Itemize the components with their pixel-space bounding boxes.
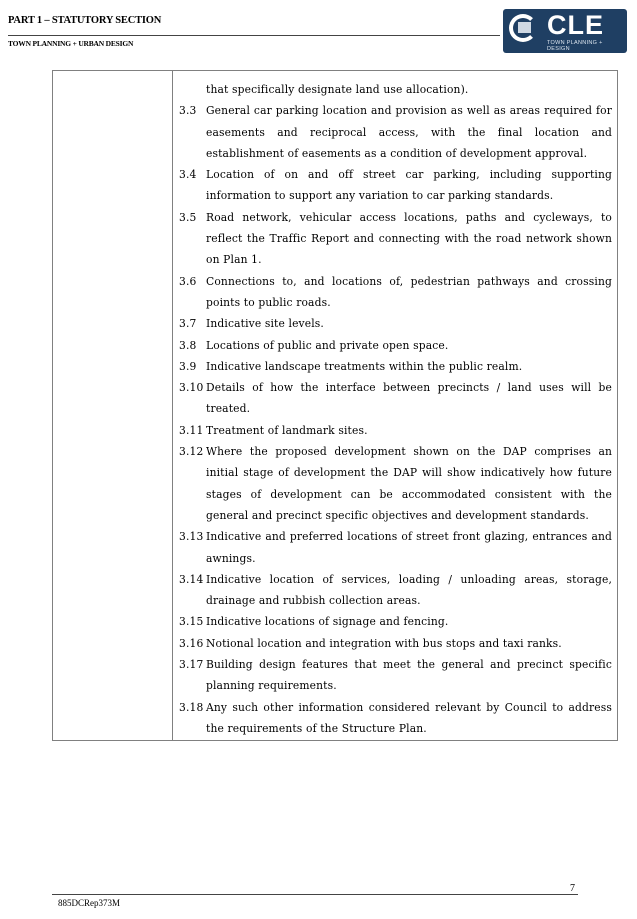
item-number: 3.14 (179, 572, 204, 586)
item-text: Indicative landscape treatments within the public realm. (206, 359, 523, 373)
item-number: 3.13 (179, 530, 204, 544)
item-number: 3.17 (179, 658, 204, 672)
list-item (179, 633, 612, 654)
list-item (179, 164, 612, 207)
item-text: Any such other information considered relevant by Council to address the requirements of the Structure Plan. (206, 700, 612, 735)
list-item (179, 377, 612, 420)
item-number: 3.8 (179, 338, 197, 352)
item-text: General car parking location and provision as well as areas required for easements and reciprocal access, with the final location and establishment of easements as a condition of development approval. (206, 104, 612, 160)
list-item (179, 697, 612, 740)
footer-rule (52, 894, 578, 895)
list-item (179, 335, 612, 356)
document-reference: 885DCRep373M (58, 898, 121, 908)
list-item (179, 420, 612, 441)
requirements-list (179, 79, 612, 739)
item-text: Connections to, and locations of, pedestrian pathways and crossing points to public roads. (206, 274, 612, 309)
item-text: Treatment of landmark sites. (206, 423, 368, 437)
item-number: 3.5 (179, 210, 197, 224)
item-text: Where the proposed development shown on the DAP comprises an initial stage of development the DAP will show indicatively how future stages of development can be accommodated consistent with the general and precinct specific objectives and development standards. (206, 445, 612, 522)
item-number: 3.18 (179, 700, 204, 714)
item-number: 3.4 (179, 168, 197, 182)
list-item (179, 526, 612, 569)
item-number: 3.6 (179, 274, 197, 288)
item-text: Indicative site levels. (206, 317, 324, 331)
section-subtitle: TOWN PLANNING + URBAN DESIGN (8, 39, 134, 48)
cle-logo (503, 9, 627, 53)
item-text: Road network, vehicular access locations, paths and cycleways, to reflect the Traffic Report and connecting with the road network shown on Plan 1. (206, 210, 612, 267)
section-title: PART 1 – STATUTORY SECTION (8, 15, 162, 26)
item-number: 3.15 (179, 615, 204, 629)
list-item (179, 271, 612, 314)
logo-text: CLE (547, 10, 604, 40)
item-number: 3.12 (179, 445, 204, 459)
item-text: Notional location and integration with bus stops and taxi ranks. (206, 636, 562, 650)
item-number: 3.3 (179, 104, 197, 118)
item-text: Building design features that meet the general and precinct specific planning requirements. (206, 658, 612, 693)
item-text: Locations of public and private open space. (206, 338, 449, 352)
item-number: 3.10 (179, 381, 204, 395)
item-number: 3.9 (179, 359, 197, 373)
continuation-text: that specifically designate land use allocation). (206, 83, 469, 96)
list-item (179, 611, 612, 632)
item-number: 3.16 (179, 636, 204, 650)
item-text: Location of on and off street car parking, including supporting information to support any variation to car parking standards. (206, 168, 612, 203)
content-table (52, 70, 618, 741)
page-number: 7 (570, 883, 575, 894)
list-item (179, 569, 612, 612)
list-item (179, 654, 612, 697)
list-item (179, 207, 612, 271)
list-item (179, 313, 612, 334)
logo-tagline: TOWN PLANNING + DESIGN (547, 40, 603, 52)
column-divider (172, 71, 173, 740)
item-text: Indicative and preferred locations of street front glazing, entrances and awnings. (206, 530, 612, 565)
item-text: Indicative locations of signage and fencing. (206, 615, 449, 629)
item-text: Details of how the interface between precincts / land uses will be treated. (206, 381, 612, 416)
header-rule (8, 35, 500, 36)
item-number: 3.11 (179, 423, 204, 437)
list-item (179, 356, 612, 377)
list-item (179, 100, 612, 164)
list-item (179, 441, 612, 526)
logo-building-icon (518, 22, 531, 33)
item-text: Indicative location of services, loading / unloading areas, storage, drainage and rubbish collection areas. (206, 572, 612, 608)
item-number: 3.7 (179, 317, 197, 331)
